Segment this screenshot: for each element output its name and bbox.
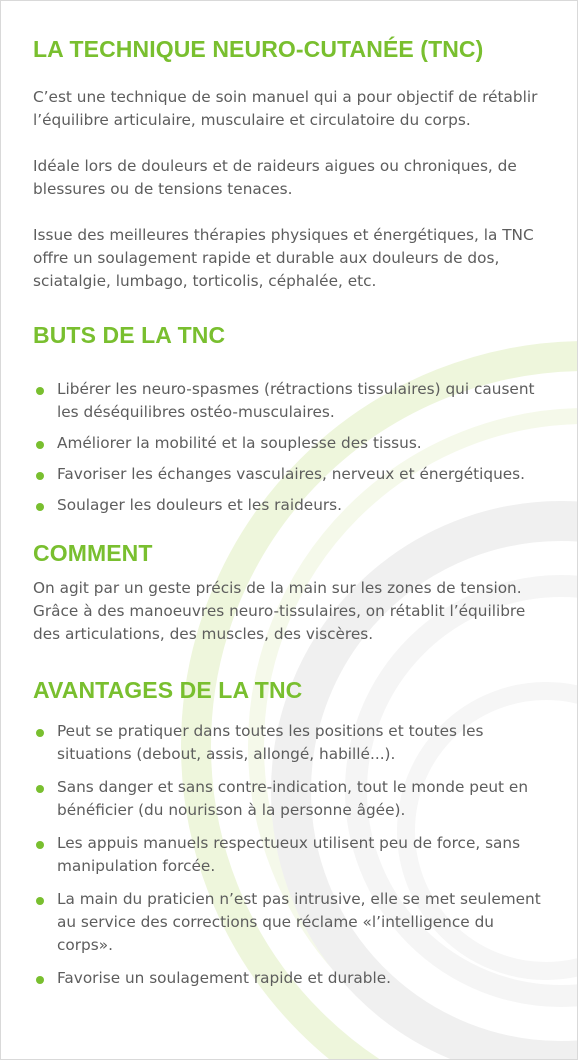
tnc-paragraph: Issue des meilleures thérapies physiques et énergétiques, la TNC offre un soulagement rapide et durable aux douleurs de dos, sciatalgie, lumbago, torticolis, céphalée, etc. bbox=[33, 226, 534, 290]
list-item-text: Les appuis manuels respectueux utilisent peu de force, sans manipulation forcée. bbox=[57, 834, 521, 875]
buts-list bbox=[33, 378, 553, 517]
bullet-icon bbox=[36, 472, 44, 480]
list-item-text: Libérer les neuro-spasmes (rétractions tissulaires) qui causent les déséquilibres ostéo-musculaires. bbox=[57, 380, 535, 421]
list-item bbox=[33, 967, 553, 990]
bullet-icon bbox=[36, 387, 44, 395]
bullet-icon bbox=[36, 976, 44, 984]
list-item-text: La main du praticien n’est pas intrusive, elle se met seulement au service des corrections que réclame «l’intelligence du corps». bbox=[57, 890, 541, 954]
bullet-icon bbox=[36, 785, 44, 793]
list-item-text: Soulager les douleurs et les raideurs. bbox=[57, 496, 343, 514]
avantages-list bbox=[33, 720, 553, 990]
content bbox=[1, 1, 553, 990]
list-item-text: Favorise un soulagement rapide et durable. bbox=[57, 969, 392, 987]
list-item bbox=[33, 463, 553, 486]
bullet-icon bbox=[36, 729, 44, 737]
list-item bbox=[33, 888, 553, 957]
list-item-text: Sans danger et sans contre-indication, tout le monde peut en bénéficier (du nourisson à la personne âgée). bbox=[57, 778, 529, 819]
section-title-buts: BUTS DE LA TNC bbox=[33, 322, 226, 348]
tnc-paragraph: C’est une technique de soin manuel qui a pour objectif de rétablir l’équilibre articulaire, musculaire et circulatoire du corps. bbox=[33, 88, 538, 129]
list-item bbox=[33, 720, 553, 766]
bullet-icon bbox=[36, 841, 44, 849]
bullet-icon bbox=[36, 441, 44, 449]
list-item bbox=[33, 832, 553, 878]
section-title-avantages: AVANTAGES DE LA TNC bbox=[33, 677, 303, 703]
tnc-paragraph: Idéale lors de douleurs et de raideurs aigues ou chroniques, de blessures ou de tensions tenaces. bbox=[33, 157, 517, 198]
list-item-text: Améliorer la mobilité et la souplesse des tissus. bbox=[57, 434, 422, 452]
list-item bbox=[33, 432, 553, 455]
section-title-tnc: LA TECHNIQUE NEURO-CUTANÉE (TNC) bbox=[33, 36, 484, 62]
list-item-text: Favoriser les échanges vasculaires, nerveux et énergétiques. bbox=[57, 465, 526, 483]
comment-paragraph: On agit par un geste précis de la main sur les zones de tension. Grâce à des manoeuvres neuro-tissulaires, on rétablit l’équilibre des articulations, des muscles, des viscères. bbox=[33, 579, 526, 643]
section-title-comment: COMMENT bbox=[33, 540, 153, 566]
list-item bbox=[33, 378, 553, 424]
list-item bbox=[33, 494, 553, 517]
bullet-icon bbox=[36, 503, 44, 511]
list-item bbox=[33, 776, 553, 822]
bullet-icon bbox=[36, 897, 44, 905]
list-item-text: Peut se pratiquer dans toutes les positions et toutes les situations (debout, assis, allongé, habillé...). bbox=[57, 722, 484, 763]
